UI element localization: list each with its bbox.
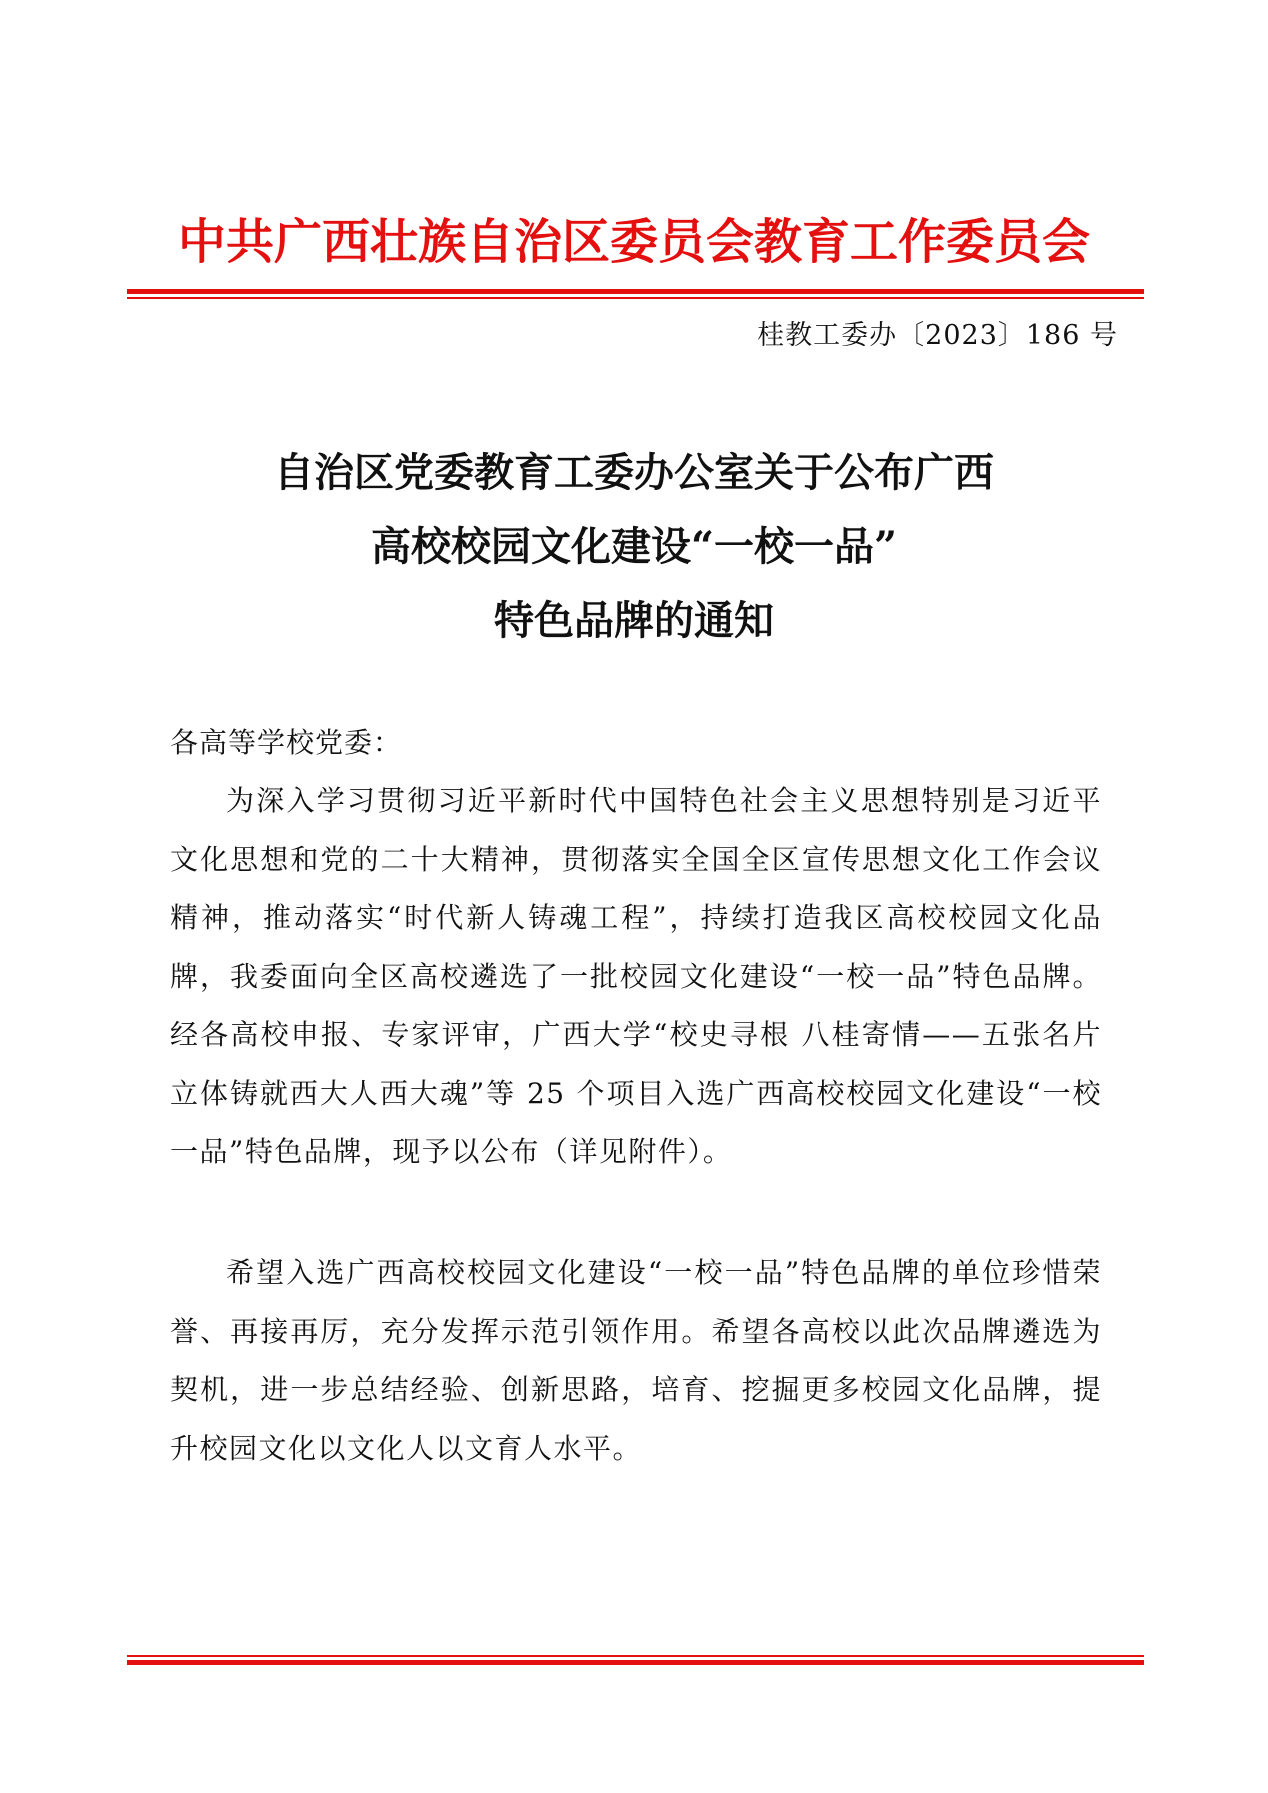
body-paragraph: 希望入选广西高校校园文化建设“一校一品”特色品牌的单位珍惜荣誉、再接再厉，充分发挥示范引领作用。希望各高校以此次品牌遴选为契机，进一步总结经验、创新思路，培育、挖掘更多校园文化品牌，提升校园文化以文化人以文育人水平。 — [170, 1256, 1102, 1465]
document-title-line-2: 高校校园文化建设“一校一品” — [370, 523, 897, 570]
document-title-line-1: 自治区党委教育工委办公室关于公布广西 — [274, 449, 994, 496]
addressee: 各高等学校党委： — [170, 726, 403, 759]
issuing-body-header: 中共广西壮族自治区委员会教育工作委员会 — [177, 214, 1090, 270]
body-paragraph: 为深入学习贯彻习近平新时代中国特色社会主义思想特别是习近平文化思想和党的二十大精神，贯彻落实全国全区宣传思想文化工作会议精神，推动落实“时代新人铸魂工程”，持续打造我区高校校园文化品牌，我委面向全区高校遴选了一批校园文化建设“一校一品”特色品牌。经各高校申报、专家评审，广西大学“校史寻根 八桂寄情——五张名片立体铸就西大人西大魂”等 25 个项目入选广西高校校园文化建设“一校一品”特色品牌，现予以公布（详见附件）。 — [170, 784, 1102, 1168]
footer-red-rule — [127, 1655, 1144, 1665]
document-number: 桂教工委办〔2023〕186 号 — [757, 320, 1118, 351]
header-red-rule — [127, 289, 1144, 299]
document-title-line-3: 特色品牌的通知 — [494, 597, 774, 644]
document-title — [0, 436, 1268, 658]
